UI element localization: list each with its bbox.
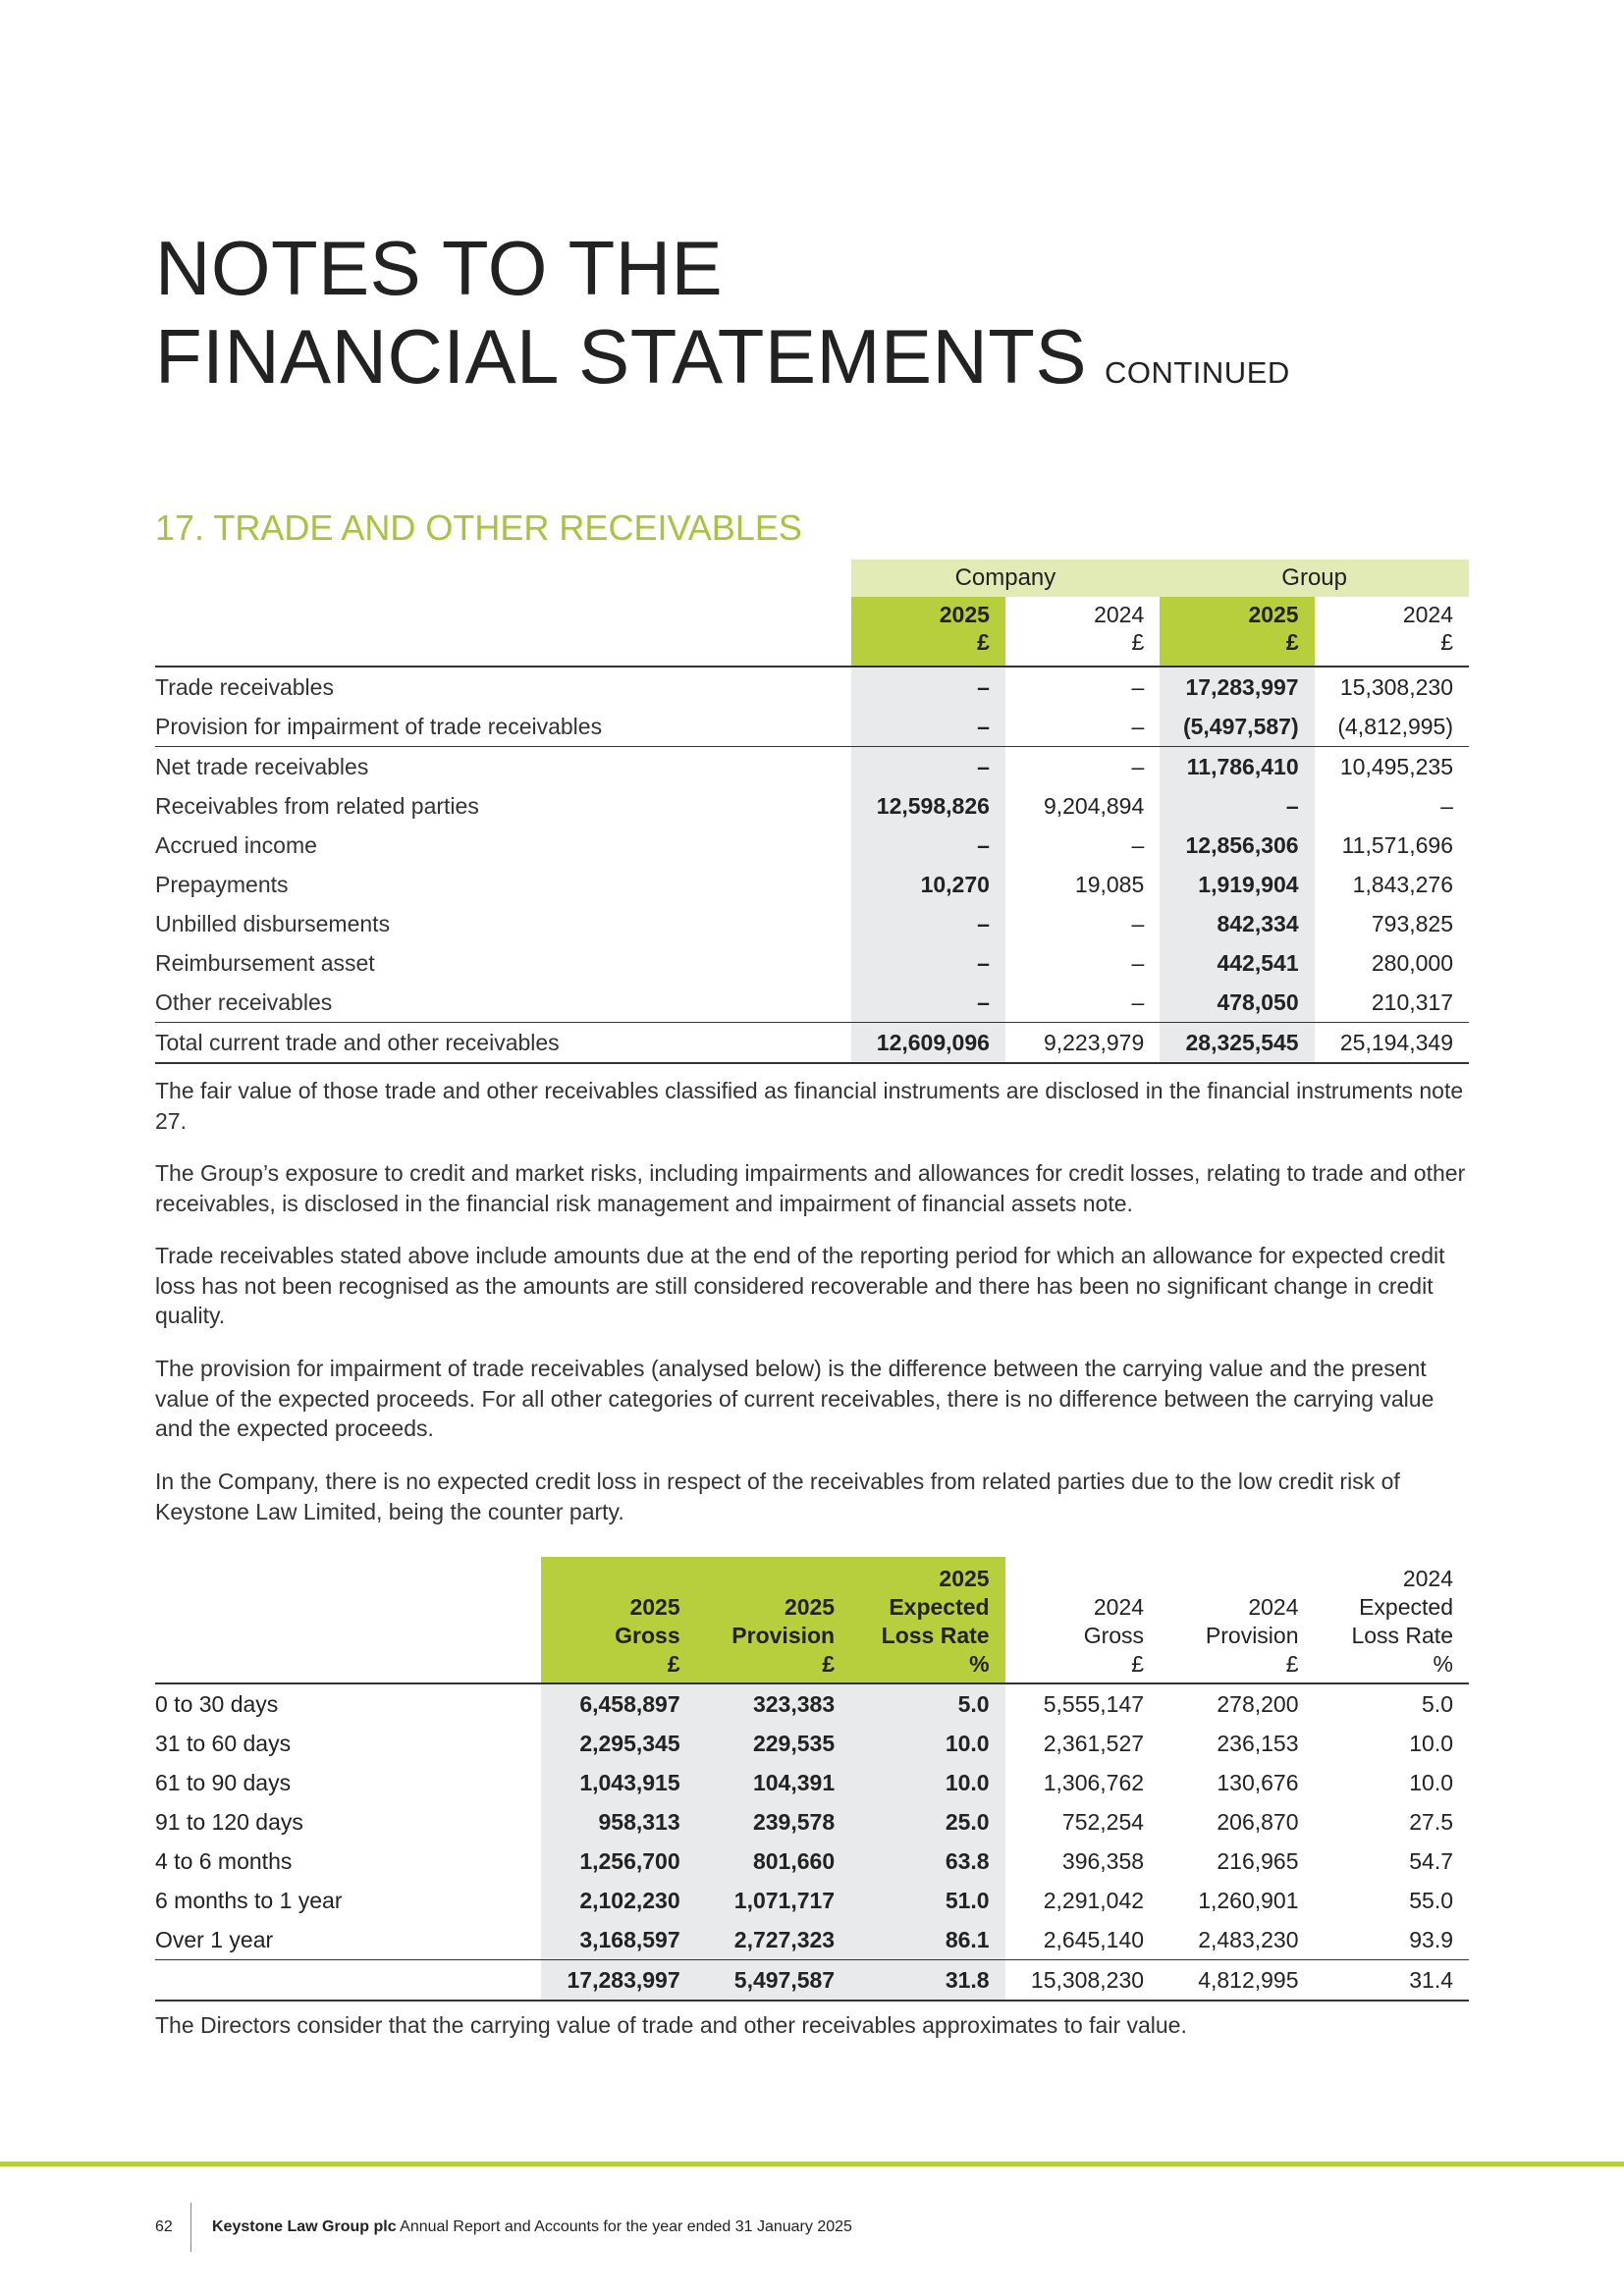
cell-group-2025: 17,283,997 — [1160, 667, 1314, 707]
header-line: Loss Rate — [1351, 1623, 1453, 1648]
table-row — [155, 865, 1469, 904]
total-2024-gross: 15,308,230 — [1005, 1960, 1160, 2002]
year-header-group-2025 — [1160, 597, 1314, 667]
cell-2024-provision: 130,676 — [1217, 1769, 1299, 1795]
header-2025-loss-rate — [850, 1557, 1004, 1683]
table-row — [155, 667, 1469, 707]
cell-group-2025: 842,334 — [1160, 904, 1314, 943]
row-label: Other receivables — [155, 988, 333, 1015]
cell-2025-gross: 6,458,897 — [541, 1683, 695, 1724]
cell-group-2025: 11,786,410 — [1160, 747, 1314, 787]
cell-2025-loss-rate: 51.0 — [850, 1881, 1004, 1920]
cell-company-2024: 19,085 — [1074, 871, 1145, 897]
header-2024-loss-rate — [1315, 1557, 1469, 1683]
cell-group-2024: – — [1440, 792, 1453, 819]
table-row — [155, 1724, 1469, 1763]
cell-company-2025: – — [851, 983, 1005, 1023]
cell-group-2024: 25,194,349 — [1315, 1023, 1469, 1064]
header-blank — [155, 1557, 541, 1683]
header-blank — [155, 560, 851, 597]
cell-group-2024: 1,843,276 — [1352, 871, 1453, 897]
cell-group-2024: 10,495,235 — [1315, 747, 1469, 787]
row-label: Net trade receivables — [155, 747, 851, 787]
cell-group-2024: 280,000 — [1371, 949, 1453, 976]
cell-group-2025: 478,050 — [1160, 983, 1314, 1023]
cell-2024-gross: 1,306,762 — [1043, 1769, 1145, 1795]
cell-2024-loss-rate: 10.0 — [1409, 1769, 1453, 1795]
header-line: £ — [822, 1651, 836, 1677]
cell-2024-gross: 2,361,527 — [1043, 1730, 1145, 1756]
header-line: 2025 — [784, 1594, 836, 1620]
cell-group-2024: 11,571,696 — [1341, 831, 1453, 858]
cell-2024-loss-rate: 54.7 — [1409, 1847, 1453, 1874]
cell-2025-provision: 104,391 — [696, 1763, 850, 1802]
total-2025-loss-rate: 31.8 — [850, 1960, 1004, 2002]
table-row — [155, 707, 1469, 747]
unit-label: £ — [1285, 629, 1299, 655]
header-line: Loss Rate — [881, 1623, 990, 1648]
cell-2025-gross: 3,168,597 — [541, 1920, 695, 1960]
cell-2024-provision: 206,870 — [1217, 1808, 1299, 1835]
row-label: 91 to 120 days — [155, 1808, 303, 1835]
ageing-table — [155, 1557, 1469, 2002]
cell-2025-provision: 323,383 — [696, 1683, 850, 1724]
cell-2024-gross: 2,645,140 — [1043, 1926, 1145, 1952]
receivables-table — [155, 560, 1469, 1064]
header-line: £ — [1131, 1651, 1145, 1677]
header-line: £ — [667, 1651, 680, 1677]
page-title-line-1: NOTES TO THE — [155, 225, 724, 311]
row-label: 61 to 90 days — [155, 1769, 292, 1795]
cell-2024-loss-rate: 27.5 — [1409, 1808, 1453, 1835]
cell-2025-loss-rate: 5.0 — [850, 1683, 1004, 1724]
cell-group-2025: (5,497,587) — [1160, 707, 1314, 747]
continued-label: CONTINUED — [1104, 355, 1290, 390]
cell-group-2024: 15,308,230 — [1339, 673, 1453, 700]
total-row — [155, 1960, 1469, 2002]
cell-2024-gross: 5,555,147 — [1043, 1690, 1145, 1717]
paragraph-trade-receivables: Trade receivables stated above include amounts due at the end of the reporting period for which an allowance for expected credit loss has not been recognised as the amounts are still considered recoverable and there has been no significant change in credit quality. — [155, 1243, 1445, 1328]
footer-rule — [0, 2162, 1624, 2166]
cell-2025-gross: 1,043,915 — [541, 1763, 695, 1802]
cell-company-2024: – — [1131, 713, 1145, 739]
year-label: 2024 — [1094, 602, 1145, 627]
row-label: 4 to 6 months — [155, 1847, 293, 1874]
header-2025-provision — [696, 1557, 850, 1683]
table-row — [155, 1920, 1469, 1960]
table-row — [155, 1881, 1469, 1920]
unit-label: £ — [977, 629, 990, 655]
cell-2025-gross: 1,256,700 — [541, 1842, 695, 1881]
footer-title — [212, 2218, 852, 2236]
cell-company-2024: 9,223,979 — [1005, 1023, 1160, 1064]
cell-2024-loss-rate: 93.9 — [1409, 1926, 1453, 1952]
cell-company-2024: – — [1131, 949, 1145, 976]
table-row — [155, 1842, 1469, 1881]
footer-company: Keystone Law Group plc — [212, 2218, 397, 2235]
total-row — [155, 1023, 1469, 1064]
unit-label: £ — [1131, 629, 1145, 655]
header-2024-gross — [1005, 1557, 1160, 1683]
row-label: 31 to 60 days — [155, 1730, 292, 1756]
cell-company-2025: – — [851, 707, 1005, 747]
cell-2024-gross: 2,291,042 — [1043, 1887, 1145, 1913]
row-label: Trade receivables — [155, 673, 334, 700]
table-row — [155, 1802, 1469, 1842]
header-line: % — [969, 1651, 990, 1677]
cell-2024-loss-rate: 10.0 — [1409, 1730, 1453, 1756]
paragraph-directors: The Directors consider that the carrying value of trade and other receivables approximates to fair value. — [155, 2012, 1187, 2038]
cell-company-2025: 12,609,096 — [851, 1023, 1005, 1064]
cell-2024-provision: 236,153 — [1217, 1730, 1299, 1756]
cell-group-2024: (4,812,995) — [1337, 713, 1453, 739]
cell-2024-provision: 216,965 — [1217, 1847, 1299, 1874]
header-line: 2024 — [1402, 1566, 1453, 1591]
year-label: 2024 — [1402, 602, 1453, 627]
paragraph-credit-risk: The Group’s exposure to credit and market risks, including impairments and allowances for credit losses, relating to trade and other receivables, is disclosed in the financial risk management and impairment of financial assets note. — [155, 1160, 1466, 1216]
header-line: 2024 — [1248, 1594, 1299, 1620]
cell-2025-gross: 958,313 — [541, 1802, 695, 1842]
cell-2024-provision: 278,200 — [1217, 1690, 1299, 1717]
total-2024-loss-rate: 31.4 — [1315, 1960, 1469, 2002]
header-line: 2024 — [1093, 1594, 1145, 1620]
cell-2025-loss-rate: 10.0 — [850, 1724, 1004, 1763]
table-row — [155, 1763, 1469, 1802]
cell-company-2024: – — [1005, 747, 1160, 787]
group-header-group: Group — [1160, 560, 1469, 597]
year-header-group-2024 — [1315, 597, 1469, 667]
cell-2025-gross: 2,295,345 — [541, 1724, 695, 1763]
total-label-blank — [155, 1960, 541, 2002]
row-label: Reimbursement asset — [155, 949, 375, 976]
cell-company-2025: – — [851, 904, 1005, 943]
page-title-line-2 — [155, 312, 1471, 417]
cell-company-2025: 12,598,826 — [851, 786, 1005, 826]
cell-company-2024: – — [1131, 988, 1145, 1015]
table-row — [155, 786, 1469, 826]
paragraph-company-credit-loss: In the Company, there is no expected credit loss in respect of the receivables from related parties due to the low credit risk of Keystone Law Limited, being the counter party. — [155, 1468, 1400, 1524]
footer-divider — [190, 2203, 191, 2252]
cell-2025-provision: 2,727,323 — [696, 1920, 850, 1960]
page-title — [155, 224, 1471, 417]
cell-company-2025: – — [851, 826, 1005, 865]
header-2025-gross — [541, 1557, 695, 1683]
unit-label: £ — [1440, 629, 1453, 655]
table-row — [155, 983, 1469, 1023]
section-heading: 17. TRADE AND OTHER RECEIVABLES — [155, 507, 802, 548]
group-header-company: Company — [851, 560, 1161, 597]
year-label: 2025 — [939, 602, 990, 627]
year-label: 2025 — [1248, 602, 1299, 627]
header-line: Provision — [731, 1623, 836, 1648]
cell-2025-loss-rate: 63.8 — [850, 1842, 1004, 1881]
cell-group-2025: – — [1160, 786, 1314, 826]
cell-company-2024: – — [1131, 673, 1145, 700]
cell-2024-loss-rate: 55.0 — [1409, 1887, 1453, 1913]
row-label: Total current trade and other receivables — [155, 1023, 851, 1064]
cell-company-2025: – — [851, 747, 1005, 787]
cell-group-2025: 1,919,904 — [1160, 865, 1314, 904]
cell-2025-provision: 239,578 — [696, 1802, 850, 1842]
footer-report-title: Annual Report and Accounts for the year ended 31 January 2025 — [396, 2218, 852, 2235]
page-title-line-2-text: FINANCIAL STATEMENTS — [155, 313, 1087, 400]
year-header-blank — [155, 597, 851, 667]
cell-company-2025: – — [851, 943, 1005, 983]
cell-company-2024: 9,204,894 — [1043, 792, 1145, 819]
row-label: Over 1 year — [155, 1926, 274, 1952]
header-line: Provision — [1205, 1623, 1299, 1648]
page-number: 62 — [155, 2218, 173, 2235]
cell-2025-loss-rate: 86.1 — [850, 1920, 1004, 1960]
cell-2025-provision: 801,660 — [696, 1842, 850, 1881]
cell-2025-provision: 1,071,717 — [696, 1881, 850, 1920]
header-line: Expected — [1359, 1594, 1453, 1620]
year-header-company-2025 — [851, 597, 1005, 667]
table-row — [155, 1683, 1469, 1724]
cell-group-2024: 210,317 — [1371, 988, 1453, 1015]
cell-2024-provision: 2,483,230 — [1198, 1926, 1299, 1952]
header-line: Gross — [1083, 1623, 1145, 1648]
year-header-company-2024 — [1005, 597, 1160, 667]
table-row — [155, 747, 1469, 787]
cell-2024-provision: 1,260,901 — [1198, 1887, 1299, 1913]
row-label: Provision for impairment of trade receivables — [155, 713, 603, 739]
cell-company-2024: – — [1131, 910, 1145, 936]
header-2024-provision — [1160, 1557, 1314, 1683]
table-row — [155, 943, 1469, 983]
total-2025-provision: 5,497,587 — [696, 1960, 850, 2002]
header-line: % — [1433, 1651, 1453, 1677]
cell-group-2025: 12,856,306 — [1160, 826, 1314, 865]
cell-2024-gross: 396,358 — [1061, 1847, 1145, 1874]
table-row — [155, 826, 1469, 865]
cell-group-2025: 28,325,545 — [1160, 1023, 1314, 1064]
header-line: Expected — [889, 1594, 990, 1620]
row-label: 6 months to 1 year — [155, 1887, 343, 1913]
header-line: 2025 — [939, 1566, 990, 1591]
cell-group-2024: 793,825 — [1371, 910, 1453, 936]
row-label: Prepayments — [155, 871, 289, 897]
header-line: £ — [1285, 1651, 1299, 1677]
cell-2024-gross: 752,254 — [1061, 1808, 1145, 1835]
cell-2025-loss-rate: 25.0 — [850, 1802, 1004, 1842]
row-label: 0 to 30 days — [155, 1690, 279, 1717]
row-label: Receivables from related parties — [155, 792, 479, 819]
cell-company-2025: 10,270 — [851, 865, 1005, 904]
cell-2025-gross: 2,102,230 — [541, 1881, 695, 1920]
cell-2024-loss-rate: 5.0 — [1422, 1690, 1453, 1717]
row-label: Unbilled disbursements — [155, 910, 391, 936]
cell-2025-loss-rate: 10.0 — [850, 1763, 1004, 1802]
row-label: Accrued income — [155, 831, 317, 858]
paragraph-provision: The provision for impairment of trade receivables (analysed below) is the difference between the carrying value and the present value of the expected proceeds. For all other categories of current receivables, there is no difference between the carrying value and the expected proceeds. — [155, 1356, 1435, 1441]
cell-2025-provision: 229,535 — [696, 1724, 850, 1763]
total-2024-provision: 4,812,995 — [1160, 1960, 1314, 2002]
paragraph-fair-value: The fair value of those trade and other receivables classified as financial instruments are disclosed in the financial instruments note 27. — [155, 1078, 1464, 1134]
cell-company-2025: – — [851, 667, 1005, 707]
total-2025-gross: 17,283,997 — [541, 1960, 695, 2002]
table-row — [155, 904, 1469, 943]
cell-company-2024: – — [1131, 831, 1145, 858]
header-line: 2025 — [629, 1594, 680, 1620]
header-line: Gross — [615, 1623, 680, 1648]
cell-group-2025: 442,541 — [1160, 943, 1314, 983]
